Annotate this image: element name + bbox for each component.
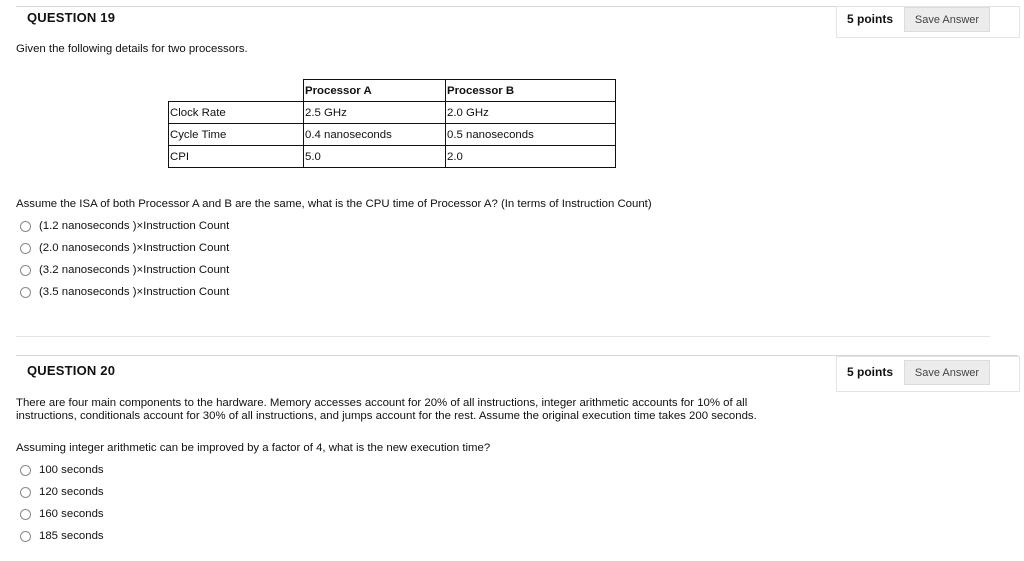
question-20-title: QUESTION 20 (27, 363, 116, 378)
table-row (169, 124, 616, 146)
option-label: 160 seconds (39, 508, 104, 520)
table-cell: 0.4 nanoseconds (304, 124, 446, 146)
table-cell: 2.5 GHz (304, 102, 446, 124)
question-20-option[interactable] (20, 462, 104, 478)
processor-comparison-table (168, 79, 616, 168)
table-row (169, 146, 616, 168)
table-cell: 2.0 GHz (446, 102, 616, 124)
radio-button[interactable] (20, 465, 31, 476)
question-20-option[interactable] (20, 506, 104, 522)
question-19-intro: Given the following details for two processors. (16, 43, 248, 55)
question-19-prompt: Assume the ISA of both Processor A and B are the same, what is the CPU time of Processor A? (In terms of Instruction Count) (16, 198, 652, 210)
question-19-title: QUESTION 19 (27, 10, 116, 25)
option-label: (3.5 nanoseconds )×Instruction Count (39, 286, 230, 298)
option-label: (3.2 nanoseconds )×Instruction Count (39, 264, 230, 276)
question-19-option[interactable] (20, 262, 229, 278)
radio-button[interactable] (20, 221, 31, 232)
question-20-option[interactable] (20, 528, 104, 544)
table-header-empty (169, 80, 304, 102)
option-label: 185 seconds (39, 530, 104, 542)
table-cell-label: Cycle Time (169, 124, 304, 146)
question-19-points: 5 points (847, 12, 894, 26)
question-20-prompt: Assuming integer arithmetic can be improved by a factor of 4, what is the new execution time? (16, 442, 491, 454)
radio-button[interactable] (20, 265, 31, 276)
radio-button[interactable] (20, 487, 31, 498)
option-label: (1.2 nanoseconds )×Instruction Count (39, 220, 230, 232)
table-cell: 2.0 (446, 146, 616, 168)
table-cell: 0.5 nanoseconds (446, 124, 616, 146)
table-cell-label: CPI (169, 146, 304, 168)
table-cell: 5.0 (304, 146, 446, 168)
question-19-save-answer-button[interactable]: Save Answer (904, 7, 990, 32)
radio-button[interactable] (20, 243, 31, 254)
table-header-processor-a: Processor A (304, 80, 446, 102)
question-20-description: There are four main components to the hardware. Memory accesses account for 20% of all instructions, integer arithmetic accounts for 10% of all instructions, conditionals account for 30% of all instructions, and jumps account for the rest. Assume the original execution time takes 200 seconds. (16, 397, 757, 422)
radio-button[interactable] (20, 287, 31, 298)
table-header-processor-b: Processor B (446, 80, 616, 102)
question-20-points: 5 points (847, 365, 894, 379)
option-label: 100 seconds (39, 464, 104, 476)
option-label: (2.0 nanoseconds )×Instruction Count (39, 242, 230, 254)
option-label: 120 seconds (39, 486, 104, 498)
question-19-option[interactable] (20, 284, 229, 300)
table-header-row (169, 80, 616, 102)
question-separator (16, 336, 990, 337)
table-cell-label: Clock Rate (169, 102, 304, 124)
question-19-option[interactable] (20, 240, 229, 256)
question-20-save-answer-button[interactable]: Save Answer (904, 360, 990, 385)
table-row (169, 102, 616, 124)
radio-button[interactable] (20, 509, 31, 520)
question-19-option[interactable] (20, 218, 229, 234)
radio-button[interactable] (20, 531, 31, 542)
question-20-option[interactable] (20, 484, 104, 500)
